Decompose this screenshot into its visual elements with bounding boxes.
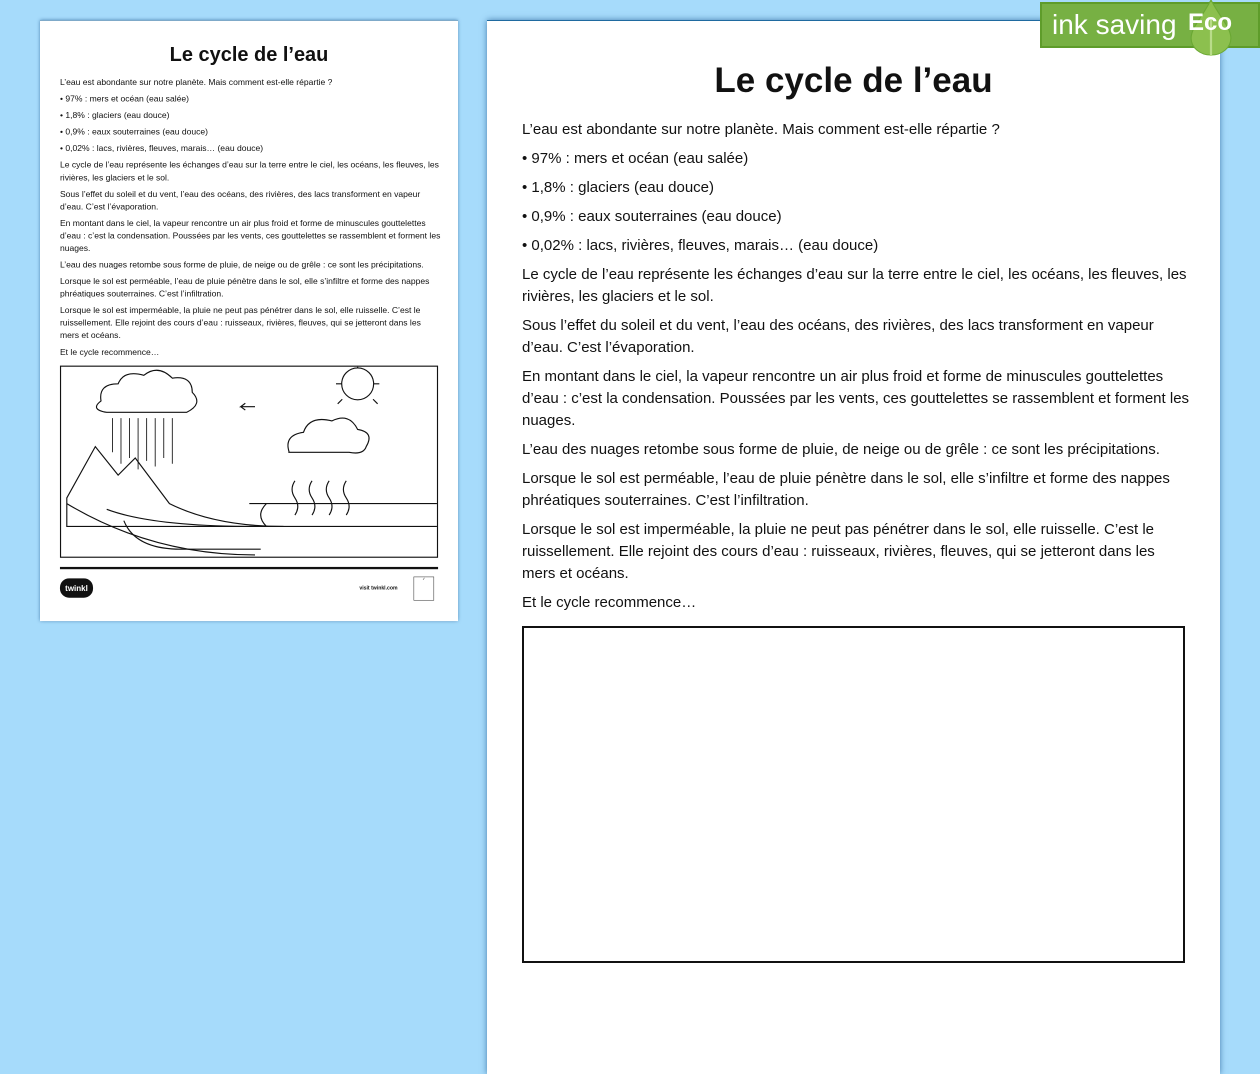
cloud-icon (96, 370, 196, 412)
bullet: • 1,8% : glaciers (eau douce) (59, 110, 170, 121)
bullet: • 1,8% : glaciers (eau douce) (522, 179, 715, 196)
paragraph: Et le cycle recommence… (522, 594, 697, 611)
paragraph: En montant dans le ciel, la vapeur rencontre un air plus froid et forme de minuscules gouttelettes d’eau : c’est la condensation. Poussées par les vents, ces gouttelettes se rassemblent et forment les nuages. (522, 368, 1190, 429)
paragraph: Sous l’effet du soleil et du vent, l’eau des océans, des rivières, des lacs transforment en vapeur d’eau. C’est l’évaporation. (59, 189, 421, 212)
paragraph: L’eau des nuages retombe sous forme de pluie, de neige ou de grêle : ce sont les précipitations. (522, 441, 1160, 458)
arrow-icon (241, 403, 255, 410)
paragraph: En montant dans le ciel, la vapeur rencontre un air plus froid et forme de minuscules gouttelettes d’eau : c’est la condensation. Poussées par les vents, ces gouttelettes se rassemblent et forment les nuages. (59, 218, 441, 254)
twinkl-logo: twinkl (60, 578, 93, 597)
paragraph: Sous l’effet du soleil et du vent, l’eau des océans, des rivières, des lacs transforment en vapeur d’eau. C’est l’évaporation. (522, 317, 1154, 356)
intro: L’eau est abondante sur notre planète. Mais comment est-elle répartie ? (59, 77, 333, 88)
quality-badge-icon: ✓ (414, 577, 435, 601)
page-body (60, 76, 441, 362)
water-cycle-diagram (522, 626, 1185, 963)
paragraph: L’eau des nuages retombe sous forme de pluie, de neige ou de grêle : ce sont les précipitations. (59, 260, 424, 270)
paragraph: Lorsque le sol est perméable, l’eau de pluie pénètre dans le sol, elle s’infiltre et forme des nappes phréatiques souterraines. C’est l’infiltration. (59, 276, 430, 299)
eco-label: Eco (1188, 9, 1233, 36)
ink-saving-label: ink saving (1052, 9, 1177, 40)
sea (249, 504, 437, 527)
vapor-lines (292, 481, 349, 515)
water-cycle-diagram (60, 366, 438, 558)
intro: L’eau est abondante sur notre planète. Mais comment est-elle répartie ? (522, 121, 1000, 138)
mountain (67, 447, 284, 527)
worksheet-preview-small (40, 20, 458, 621)
bullet: • 0,02% : lacs, rivières, fleuves, marais… (eau douce) (59, 143, 264, 154)
paragraph: Et le cycle recommence… (59, 347, 160, 358)
bullet: • 0,9% : eaux souterraines (eau douce) (59, 127, 208, 137)
paragraph: Lorsque le sol est imperméable, la pluie ne peut pas pénétrer dans le sol, elle ruisselle. C’est le ruissellement. Elle rejoint des cours d’eau : ruisseaux, rivières, fleuves, qui se jetteront dans les mers et océans. (522, 521, 1155, 582)
rain-lines (112, 418, 172, 469)
worksheet-preview-large (487, 20, 1220, 1074)
groundwater-arrows (107, 509, 261, 549)
bullet: • 97% : mers et océan (eau salée) (522, 150, 749, 167)
footer-divider (60, 567, 438, 569)
paragraph: Le cycle de l’eau représente les échanges d’eau sur la terre entre le ciel, les océans, les fleuves, les rivières, les glaciers et le sol. (522, 266, 1187, 305)
page-title: Le cycle de l’eau (169, 43, 329, 66)
visit-link: visit twinkl.com (359, 585, 398, 591)
sun-icon (342, 368, 374, 400)
bullet: • 0,02% : lacs, rivières, fleuves, marais… (eau douce) (522, 237, 879, 254)
bullet: • 0,9% : eaux souterraines (eau douce) (522, 208, 782, 225)
page-body (522, 119, 1190, 621)
paragraph: Le cycle de l’eau représente les échanges d’eau sur la terre entre le ciel, les océans, les fleuves, les rivières, les glaciers et le sol. (59, 160, 439, 183)
cloud-icon (288, 418, 369, 453)
paragraph: Lorsque le sol est perméable, l’eau de pluie pénètre dans le sol, elle s’infiltre et forme des nappes phréatiques souterraines. C’est l’infiltration. (522, 470, 1170, 509)
bullet: • 97% : mers et océan (eau salée) (59, 94, 189, 104)
paragraph: Lorsque le sol est imperméable, la pluie ne peut pas pénétrer dans le sol, elle ruisselle. C’est le ruissellement. Elle rejoint des cours d’eau : ruisseaux, rivières, fleuves, qui se jetteront dans les mers et océans. (59, 305, 421, 341)
page-title: Le cycle de l’eau (714, 61, 993, 100)
